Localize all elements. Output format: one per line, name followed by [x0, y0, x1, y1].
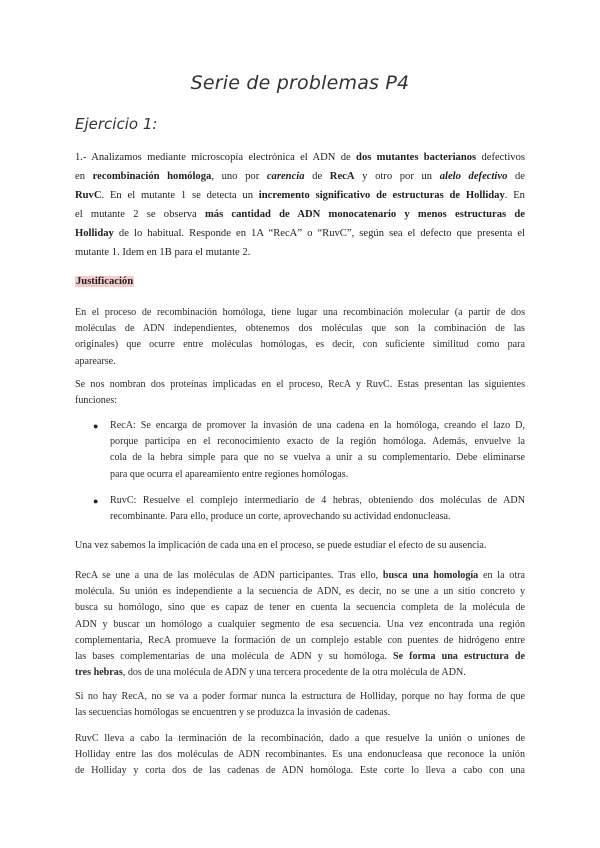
paragraph-intro: En el proceso de recombinación homóloga, tiene lugar una recombinación molecular (a partir de dos moléculas de ADN independientes, obtenemos dos moléculas que son la combinación de las originales) que ocurre entre moléculas homólogas, es decir, con suficiente similitud como para aparearse.: [75, 307, 525, 367]
problem-line: en recombinación homóloga, uno por carencia de RecA y otro por un alelo defectivo de: [75, 171, 526, 182]
problem-line: el mutante 2 se observa más cantidad de ADN monocatenario y menos estructuras de: [75, 209, 525, 220]
bullet-dot: ●: [93, 421, 99, 431]
paragraph-no-reca: Si no hay RecA, no se va a poder formar nunca la estructura de Holliday, porque no hay forma de que las secuencias homólogas se encuentren y se produzca la invasión de cadenas.: [75, 691, 525, 719]
bullet-ruvc: RuvC: Resuelve el complejo intermediario de 4 hebras, obteniendo dos moléculas de ADN recombinante. Para ello, produce un corte, aprovechando su actividad endonucleasa.: [110, 495, 525, 523]
problem-line: 1.- Analizamos mediante microscopía electrónica el ADN de dos mutantes bacterianos defectivos: [75, 152, 525, 163]
paragraph-ruvc: RuvC lleva a cabo la terminación de la recombinación, dado a que resuelve la unión o uniones de Holliday entre las dos moléculas de ADN recombinantes. Es una endonucleasa que reconoce la unión de Holliday y corta dos de las cadenas de ADN homóloga. Este corte lo lleva a cabo con una: [75, 733, 525, 777]
bullet-reca: RecA: Se encarga de promover la invasión de una cadena en la homóloga, creando el lazo D, porque participa en el reconocimiento exacto de la región homóloga. Además, envuelve la cola de la hebra simple para que no se vuelva a unir a su complementario. Debe eliminarse para que ocurra el apareamiento entre regiones homólogas.: [110, 420, 525, 480]
bullet-dot: ●: [93, 496, 99, 506]
justification-heading: Justificación: [76, 276, 134, 287]
problem-line: Holliday de lo habitual. Responde en 1A “RecA” o “RuvC”, según sea el defecto que presenta el: [75, 228, 525, 239]
paragraph-effect: Una vez sabemos la implicación de cada una en el proceso, se puede estudiar el efecto de su ausencia.: [75, 540, 487, 551]
page-title: Serie de problemas P4: [190, 72, 410, 94]
paragraph-reca: RecA se une a una de las moléculas de ADN participantes. Tras ello, busca una homología en la otra molécula. Su unión es independiente a la secuencia de ADN, es decir, no se une a un sitio concreto y busca su homólogo, sino que es capaz de tener en cuenta la secuencia completa de la molécula de ADN y buscar un homólogo a cualquier segmento de esa secuencia. Una vez encontrada una región complementaria, RecA promueve la formación de un complejo estable con puentes de hidrógeno entre las bases complementarias de una molécula de ADN y su homóloga. Se forma una estructura de tres hebras, dos de una molécula de ADN y una tercera procedente de la otra molécula de ADN.: [75, 570, 525, 679]
problem-line: mutante 1. Idem en 1B para el mutante 2.: [75, 247, 251, 258]
exercise-heading: Ejercicio 1:: [75, 115, 158, 133]
problem-line: RuvC. En el mutante 1 se detecta un incremento significativo de estructuras de Holliday. En: [75, 190, 525, 201]
paragraph-proteins: Se nos nombran dos proteínas implicadas en el proceso, RecA y RuvC. Estas presentan las siguientes funciones:: [75, 379, 525, 407]
problem-statement: [75, 148, 525, 262]
